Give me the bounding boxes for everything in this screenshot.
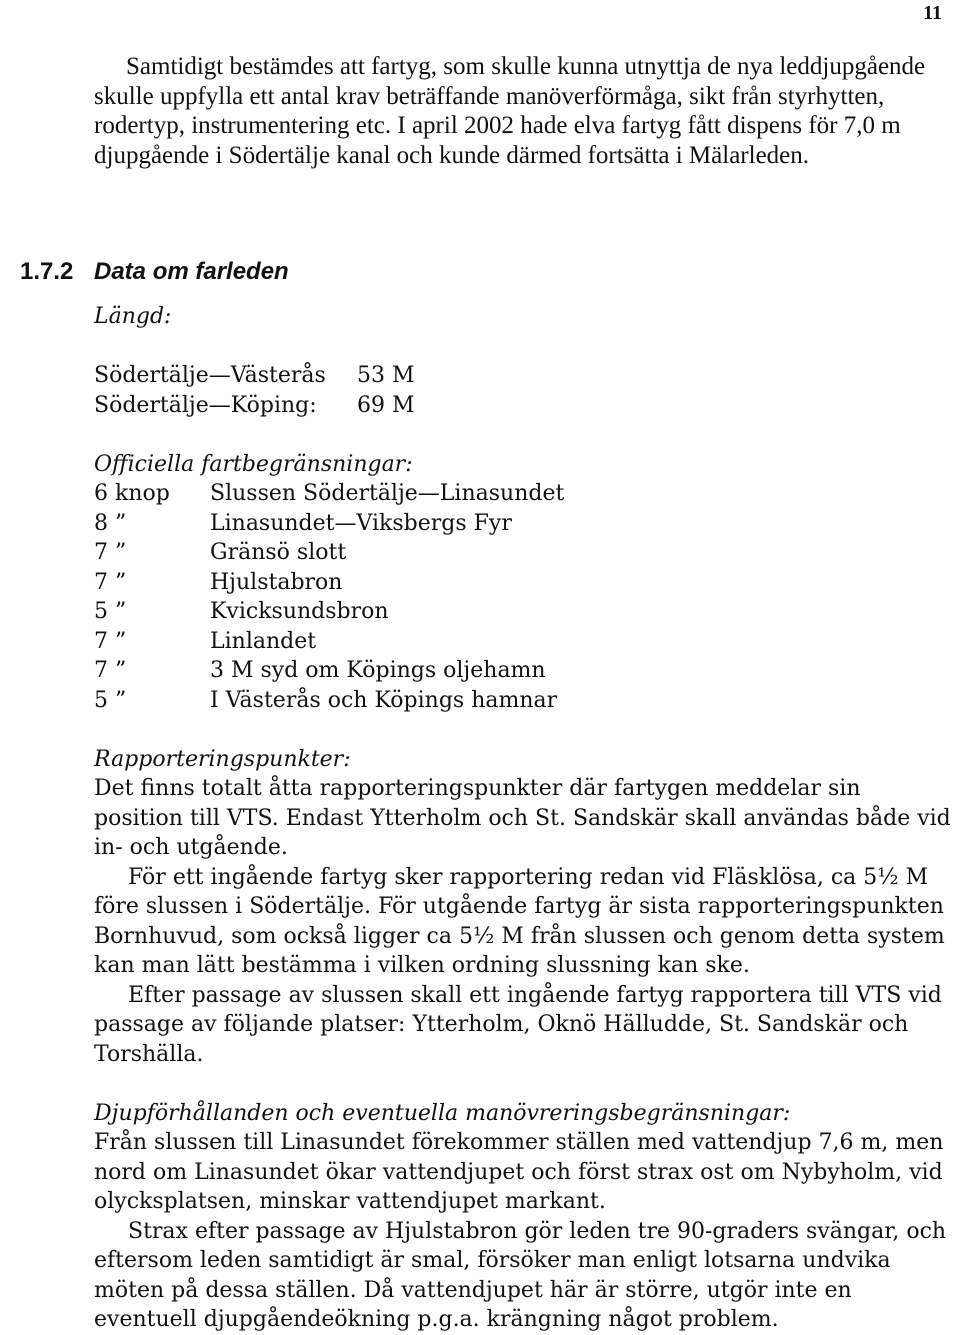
- reporting-label: Rapporteringspunkter:: [94, 746, 351, 772]
- speed-place: 3 M syd om Köpings oljehamn: [210, 658, 546, 683]
- speed-value: 8 ”: [94, 510, 127, 536]
- speed-limit-row: [94, 627, 956, 657]
- reporting-paragraph: Det finns totalt åtta rapporteringspunkter där fartygen meddelar sin position till VTS. Endast Ytterholm och St. Sandskär skall användas både vid in- och utgående.: [94, 776, 951, 860]
- depth-label: Djupförhållanden och eventuella manövreringsbegränsningar:: [94, 1100, 791, 1126]
- speed-value: 7 ”: [94, 540, 127, 565]
- section-title: Data om farleden: [94, 258, 289, 285]
- intro-paragraph: Samtidigt bestämdes att fartyg, som skulle kunna utnyttja de nya leddjupgående skulle uppfylla ett antal krav beträffande manöverförmåga, sikt från styrhytten, rodertyp, instrumentering etc. I april 2002 hade elva fartyg fått dispens för 7,0 m djupgående i Södertälje kanal och kunde därmed fortsätta i Mälarleden.: [94, 53, 926, 169]
- reporting-paragraph: Efter passage av slussen skall ett ingående fartyg rapportera till VTS vid passage av följande platser: Ytterholm, Oknö Hälludde, St. Sandskär och Torshälla.: [94, 982, 942, 1067]
- speed-limits-label: Officiella fartbegränsningar:: [94, 451, 413, 477]
- page-number: 11: [923, 2, 942, 24]
- speed-place: Gränsö slott: [210, 540, 347, 565]
- speed-value: 6 knop: [94, 481, 170, 506]
- spacer: [94, 420, 956, 450]
- speed-place: I Västerås och Köpings hamnar: [210, 687, 558, 713]
- speed-limit-row: [94, 479, 956, 509]
- length-value: 53 M: [357, 363, 415, 388]
- speed-value: 7 ”: [94, 658, 127, 683]
- speed-place: Kvicksundsbron: [210, 599, 389, 624]
- speed-value: 5 ”: [94, 687, 127, 713]
- speed-limit-row: [94, 597, 956, 627]
- intro-paragraph-block: [94, 52, 956, 170]
- speed-value: 5 ”: [94, 599, 127, 624]
- speed-value: 7 ”: [94, 628, 127, 654]
- length-route: Södertälje—Köping:: [94, 392, 317, 418]
- depth-paragraph: Från slussen till Linasundet förekommer ställen med vattendjup 7,6 m, men nord om Linasundet ökar vattendjupet och först strax ost om Nybyholm, vid olycksplatsen, minskar vattendjupet markant.: [94, 1130, 944, 1214]
- length-row: [94, 361, 956, 391]
- speed-value: 7 ”: [94, 569, 127, 595]
- speed-place: Hjulstabron: [210, 569, 343, 595]
- speed-place: Linasundet—Viksbergs Fyr: [210, 510, 512, 536]
- speed-limit-row: [94, 509, 956, 539]
- spacer: [94, 715, 956, 745]
- speed-limit-row: [94, 538, 956, 568]
- reporting-paragraph: För ett ingående fartyg sker rapportering redan vid Fläsklösa, ca 5½ M före slussen i Södertälje. För utgående fartyg är sista rapporteringspunkten Bornhuvud, som också ligger ca 5½ M från slussen och genom detta system kan man lätt bestämma i vilken ordning slussning kan ske.: [94, 864, 945, 978]
- speed-limit-row: [94, 656, 956, 686]
- speed-place: Slussen Södertälje—Linasundet: [210, 481, 565, 506]
- length-row: [94, 391, 956, 421]
- section-body: [94, 302, 956, 1335]
- depth-paragraph: Strax efter passage av Hjulstabron gör leden tre 90-graders svängar, och eftersom leden samtidigt är smal, försöker man enligt lotsarna undvika möten på dessa ställen. Då vattendjupet här är större, utgör inte en eventuell djupgåendeökning p.g.a. krängning något problem.: [94, 1218, 947, 1332]
- spacer: [94, 332, 956, 362]
- section-number: 1.7.2: [20, 258, 74, 285]
- length-value: 69 M: [357, 392, 415, 418]
- speed-place: Linlandet: [210, 628, 317, 654]
- speed-limit-row: [94, 568, 956, 598]
- length-route: Södertälje—Västerås: [94, 363, 326, 388]
- length-label: Längd:: [94, 304, 172, 329]
- speed-limit-row: [94, 686, 956, 716]
- spacer: [94, 1069, 956, 1099]
- section-heading: [20, 258, 289, 286]
